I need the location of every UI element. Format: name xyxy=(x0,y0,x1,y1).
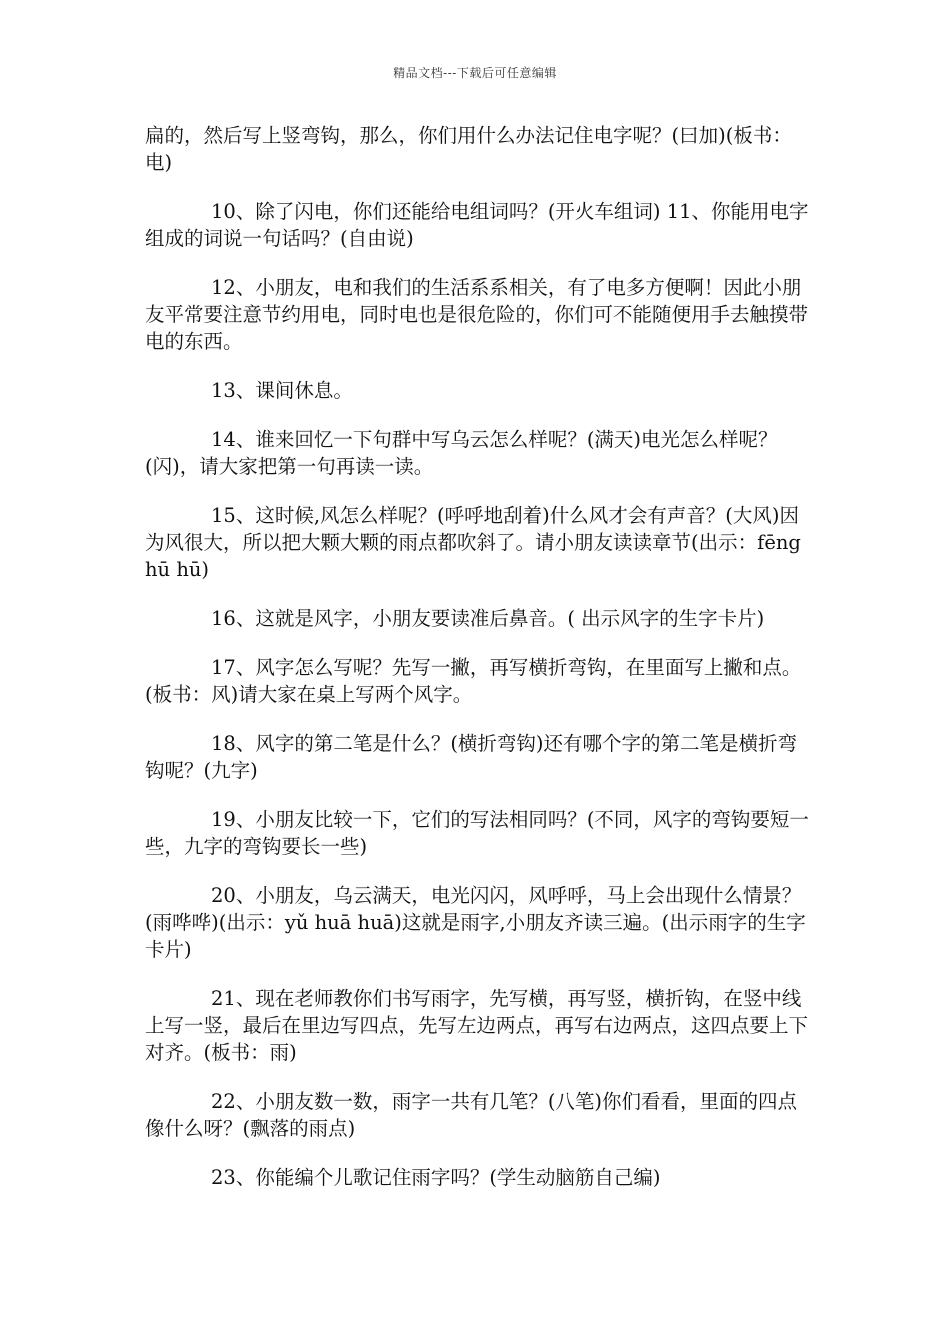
page-header: 精品文档---下载后可任意编辑 xyxy=(393,66,557,80)
paragraph-18: 18、风字的第二笔是什么？(横折弯钩)还有哪个字的第二笔是横折弯钩呢？(九字) xyxy=(145,732,798,782)
paragraph-21: 21、现在老师教你们书写雨字，先写横，再写竖，横折钩，在竖中线上写一竖，最后在里边写四点，先写左边两点，再写右边两点，这四点要上下对齐。(板书：雨) xyxy=(145,987,809,1064)
paragraph-19: 19、小朋友比较一下，它们的写法相同吗？(不同，风字的弯钩要短一些，九字的弯钩要长一些) xyxy=(145,808,809,858)
paragraph-17: 17、风字怎么写呢？先写一撇，再写横折弯钩，在里面写上撇和点。(板书：风)请大家在桌上写两个风字。 xyxy=(145,656,802,706)
paragraph-13: 13、课间休息。 xyxy=(211,379,353,402)
paragraph-15: 15、这时候,风怎么样呢？(呼呼地刮着)什么风才会有声音？(大风)因为风很大，所以把大颗大颗的雨点都吹斜了。请小朋友读读章节(出示：fēng hū hū) xyxy=(145,504,801,581)
paragraph-20: 20、小朋友，乌云满天，电光闪闪，风呼呼，马上会出现什么情景？(雨哗哗)(出示：yǔ huā huā)这就是雨字,小朋友齐读三遍。(出示雨字的生字卡片) xyxy=(145,884,806,961)
paragraph-10: 10、除了闪电，你们还能给电组词吗？(开火车组词) 11、你能用电字组成的词说一句话吗？(自由说) xyxy=(145,200,809,250)
paragraph-22: 22、小朋友数一数，雨字一共有几笔？(八笔)你们看看，里面的四点像什么呀？(飘落的雨点) xyxy=(145,1090,798,1140)
paragraph-continuation: 扁的，然后写上竖弯钩，那么，你们用什么办法记住电字呢？(曰加)(板书：电) xyxy=(145,124,792,174)
paragraph-14: 14、谁来回忆一下句群中写乌云怎么样呢？(满天)电光怎么样呢？(闪)，请大家把第一句再读一读。 xyxy=(145,428,778,478)
paragraph-16: 16、这就是风字，小朋友要读准后鼻音。( 出示风字的生字卡片) xyxy=(211,607,765,630)
document-body xyxy=(145,122,810,1213)
paragraph-12: 12、小朋友，电和我们的生活系系相关，有了电多方便啊！因此小朋友平常要注意节约用电，同时电也是很危险的，你们可不能随便用手去触摸带电的东西。 xyxy=(145,276,809,353)
paragraph-23: 23、你能编个儿歌记住雨字吗？(学生动脑筋自己编) xyxy=(211,1166,661,1189)
